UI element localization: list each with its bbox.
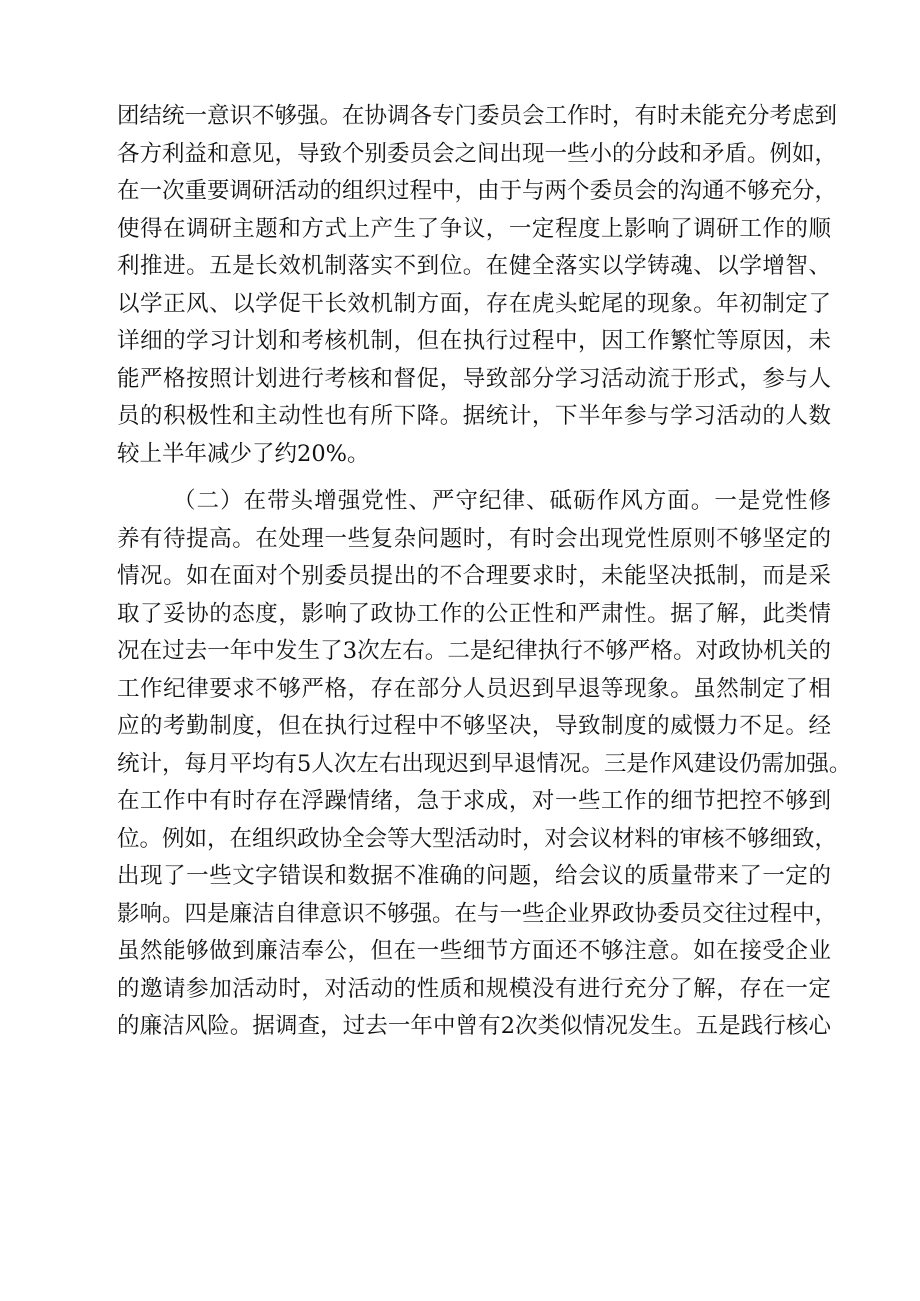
text-line: 详细的学习计划和考核机制，但在执行过程中，因工作繁忙等原因，未 [117, 328, 831, 354]
section-heading-line: （二）在带头增强党性、严守纪律、砥砺作风方面。一是党性修 [173, 488, 831, 514]
text-line: 团结统一意识不够强。在协调各专门委员会工作时，有时未能充分考虑到 [117, 103, 838, 129]
paragraph-1 [117, 98, 838, 473]
text-line: 影响。四是廉洁自律意识不够强。在与一些企业界政协委员交往过程中， [117, 900, 838, 927]
paragraph-gap [117, 473, 831, 483]
text-line: 在工作中有时存在浮躁情绪，急于求成，对一些工作的细节把控不够到 [117, 788, 831, 814]
text-line: 以学正风、以学促干长效机制方面，存在虎头蛇尾的现象。年初制定了 [117, 290, 831, 317]
text-line: 取了妥协的态度，影响了政协工作的公正性和严肃性。据了解，此类情 [117, 600, 831, 627]
text-line: 较上半年减少了约20%。 [117, 440, 370, 467]
body-text [117, 98, 852, 1046]
text-line: 况在过去一年中发生了3次左右。二是纪律执行不够严格。对政协机关的 [117, 638, 831, 664]
text-line: 位。例如，在组织政协全会等大型活动时，对会议材料的审核不够细致， [117, 825, 838, 852]
text-line: 利推进。五是长效机制落实不到位。在健全落实以学铸魂、以学增智、 [117, 253, 831, 279]
text-line: 应的考勤制度，但在执行过程中不够坚决，导致制度的威慑力不足。经 [117, 713, 831, 739]
paragraph-2 [117, 483, 852, 1046]
text-line: 统计，每月平均有5人次左右出现迟到早退情况。三是作风建设仍需加强。 [117, 750, 852, 777]
text-line: 养有待提高。在处理一些复杂问题时，有时会出现党性原则不够坚定的 [117, 525, 831, 552]
text-line: 的邀请参加活动时，对活动的性质和规模没有进行充分了解，存在一定 [117, 975, 831, 1002]
text-line: 的廉洁风险。据调查，过去一年中曾有2次类似情况发生。五是践行核心 [117, 1013, 831, 1039]
text-line: 虽然能够做到廉洁奉公，但在一些细节方面还不够注意。如在接受企业 [117, 938, 831, 964]
text-line: 各方利益和意见，导致个别委员会之间出现一些小的分歧和矛盾。例如， [117, 140, 838, 167]
text-line: 在一次重要调研活动的组织过程中，由于与两个委员会的沟通不够充分， [117, 178, 838, 204]
text-line: 使得在调研主题和方式上产生了争议，一定程度上影响了调研工作的顺 [117, 215, 831, 242]
text-line: 出现了一些文字错误和数据不准确的问题，给会议的质量带来了一定的 [117, 863, 831, 889]
text-line: 工作纪律要求不够严格，存在部分人员迟到早退等现象。虽然制定了相 [117, 675, 831, 702]
text-line: 员的积极性和主动性也有所下降。据统计，下半年参与学习活动的人数 [117, 403, 831, 429]
text-line: 情况。如在面对个别委员提出的不合理要求时，未能坚决抵制，而是采 [117, 563, 831, 589]
text-line: 能严格按照计划进行考核和督促，导致部分学习活动流于形式，参与人 [117, 365, 831, 392]
